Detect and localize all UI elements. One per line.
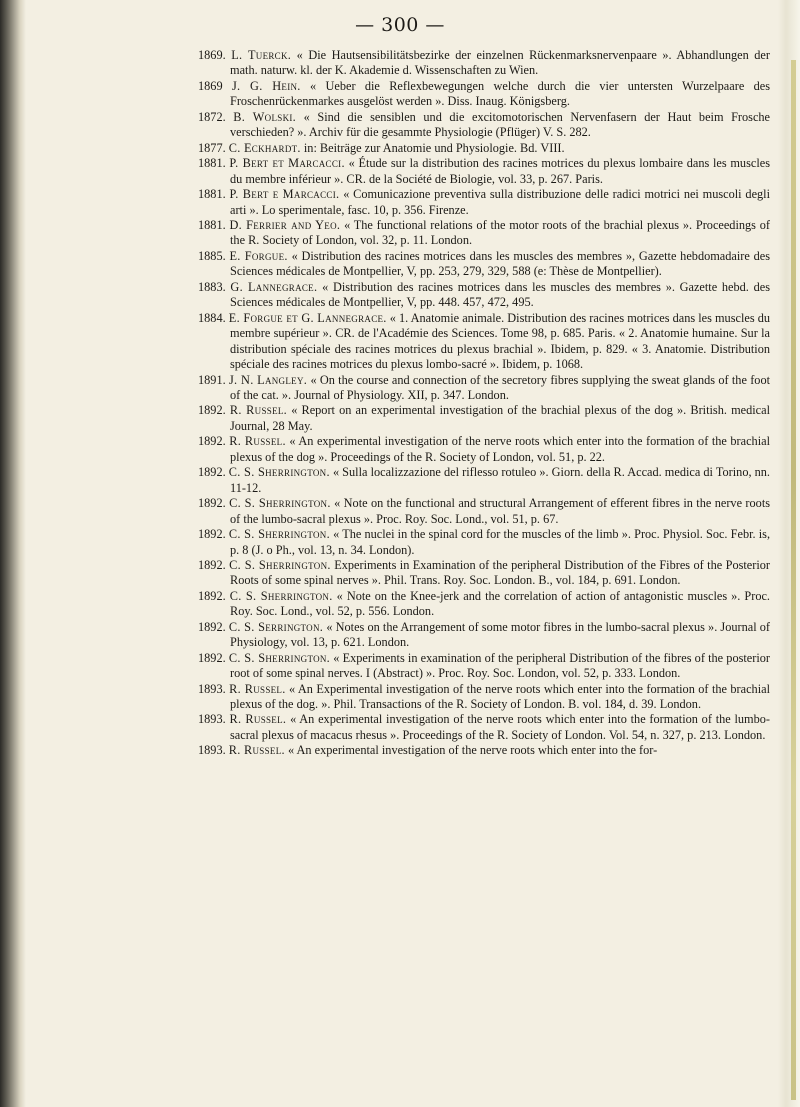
reference-year: 1884.: [198, 310, 226, 325]
reference-year: 1877.: [198, 140, 226, 155]
reference-text: « Distribution des racines motrices dans les muscles des membres », Gazette hebdomadaire des Sciences médicales de Montpellier, V, pp. 253, 279, 329, 588 (e: Thèse de Montpellier).: [230, 248, 771, 279]
reference-entry: [198, 527, 770, 558]
reference-author: J. N. Langley.: [228, 372, 308, 387]
reference-entry: [198, 682, 770, 713]
reference-year: 1881.: [198, 217, 226, 232]
reference-text: « 1. Anatomie animale. Distribution des racines motrices dans les muscles du membre supérieur ». CR. de l'Académie des Sciences. Tome 98, p. 685. Paris. « 2. Anatomie humaine. Sur la distribution spéciale des racines motrices du plexus brachial ». Ibidem, p. 829. « 3. Anatomie. Distribution spéciale des racines motrices du plexus lombo-sacré ». Ibidem, p. 1068.: [230, 310, 770, 372]
reference-year: 1869: [198, 78, 223, 93]
reference-entry: [198, 218, 770, 249]
reference-entry: [198, 48, 770, 79]
reference-year: 1892.: [198, 619, 226, 634]
reference-author: C. S. Sherrington.: [228, 650, 331, 665]
reference-entry: [198, 156, 770, 187]
reference-author: C. S. Sherrington.: [229, 496, 331, 511]
reference-text: « On the course and connection of the secretory fibres supplying the sweat glands of the foot of the cat. ». Journal of Physiology. XII, p. 347. London.: [230, 372, 771, 402]
reference-year: 1893.: [198, 681, 226, 696]
reference-text: « An Experimental investigation of the nerve roots which enter into the formation of the brachial plexus of the dog. ». Phil. Transactions of the R. Society of London. B. vol. 184, d. 39. London.: [230, 681, 770, 712]
reference-author: L. Tuerck.: [231, 48, 292, 62]
reference-author: R. Russel.: [229, 403, 288, 418]
reference-year: 1869.: [198, 48, 226, 62]
reference-text: « Report on an experimental investigation of the brachial plexus of the dog ». British. medical Journal, 28 May.: [230, 403, 771, 433]
reference-year: 1881.: [198, 156, 226, 171]
reference-year: 1892.: [198, 403, 226, 418]
reference-text: « Sind die sensiblen und die excitomotorischen Nervenfasern der Haut beim Frosche verschieden? ». Archiv für die gesammte Physiologie (Pflüger) V. S. 282.: [230, 109, 771, 140]
reference-entry: [198, 141, 770, 156]
reference-author: D. Ferrier and Yeo.: [229, 217, 341, 232]
reference-entry: [198, 187, 770, 218]
reference-entry: [198, 712, 770, 743]
reference-author: G. Lannegrace.: [230, 279, 318, 294]
reference-text: Experiments in Examination of the peripheral Distribution of the Fibres of the Posterior Roots of some spinal nerves ». Phil. Trans. Roy. Soc. London. B., vol. 184, p. 691. London.: [230, 557, 771, 588]
reference-year: 1892.: [198, 588, 226, 603]
reference-text: in: Beiträge zur Anatomie und Physiologie. Bd. VIII.: [303, 140, 565, 155]
reference-author: E. Forgue.: [229, 248, 288, 263]
page-number: — 300 —: [355, 14, 445, 36]
reference-year: 1893.: [198, 712, 226, 727]
reference-author: E. Forgue et G. Lannegrace.: [228, 310, 387, 325]
reference-text: « Note on the functional and structural Arrangement of efferent fibres in the nerve roots of the lumbo-sacral plexus ». Proc. Roy. Soc. Lond., vol. 51, p. 67.: [230, 496, 771, 526]
reference-text: « An experimental investigation of the nerve roots which enter into the for-: [287, 743, 658, 758]
reference-text: « Comunicazione preventiva sulla distribuzione delle radici motrici nei muscoli degli arti ». Lo sperimentale, fasc. 10, p. 356. Firenze.: [230, 187, 771, 217]
reference-year: 1881.: [198, 187, 226, 202]
reference-text: « Notes on the Arrangement of some motor fibres in the lumbo-sacral plexus ». Journal of Physiology, vol. 13, p. 621. London.: [230, 619, 771, 650]
reference-year: 1872.: [198, 109, 226, 124]
reference-text: « Experiments in examination of the peripheral Distribution of the fibres of the posterior root of some spinal nerves. I (Abstract) ». Proc. Roy. Soc. London, vol. 52, p. 333. London.: [230, 650, 771, 681]
reference-text: « Ueber die Reflexbewegungen welche durch die vier untersten Wurzelpaare des Froschenrückenmarkes ausgelöst werden ». Diss. Inaug. Königsberg.: [230, 78, 771, 109]
reference-entry: [198, 280, 770, 311]
page-edge-right: [778, 0, 800, 1107]
reference-entry: [198, 620, 770, 651]
reference-entry: [198, 311, 770, 373]
page-edge-binding: [791, 60, 796, 1100]
reference-list: [198, 48, 770, 759]
reference-author: R. Russel.: [229, 434, 286, 449]
reference-text: « Étude sur la distribution des racines motrices du plexus lombaire dans les muscles du membre inférieur ». CR. de la Société de Biologie, vol. 33, p. 267. Paris.: [230, 156, 770, 186]
reference-entry: [198, 743, 770, 758]
reference-author: C. Eckhardt.: [228, 140, 301, 155]
reference-year: 1892.: [198, 496, 226, 511]
reference-entry: [198, 110, 770, 141]
reference-entry: [198, 79, 770, 110]
reference-text: « An experimental investigation of the nerve roots which enter into the formation of the brachial plexus of the dog ». Proceedings of the R. Society of London, vol. 51, p. 22.: [230, 434, 770, 464]
reference-entry: [198, 249, 770, 280]
reference-entry: [198, 434, 770, 465]
reference-text: « Sulla localizzazione del riflesso rotuleo ». Giorn. della R. Accad. medica di Torino, nn. 11-12.: [230, 465, 771, 495]
reference-year: 1893.: [198, 743, 226, 758]
reference-year: 1885.: [198, 248, 226, 263]
reference-year: 1892.: [198, 465, 226, 480]
reference-text: « Note on the Knee-jerk and the correlation of action of antagonistic muscles ». Proc. Roy. Soc. Lond., vol. 52, p. 556. London.: [230, 588, 771, 619]
reference-entry: [198, 558, 770, 589]
reference-text: « An experimental investigation of the nerve roots which enter into the formation of the lumbo-sacral plexus of macacus rhesus ». Proceedings of the R. Society of London. Vol. 54, n. 327, p. 213. London.: [230, 712, 771, 742]
reference-author: R. Russel.: [229, 712, 287, 727]
page-edge-left: [0, 0, 26, 1107]
reference-entry: [198, 373, 770, 404]
reference-author: R. Russel.: [228, 743, 285, 758]
reference-author: B. Wolski.: [233, 109, 297, 124]
reference-author: C. S. Sherrington.: [228, 527, 330, 542]
reference-year: 1892.: [198, 434, 226, 449]
reference-author: J. G. Hein.: [231, 78, 301, 93]
reference-author: C. S. Sherrington.: [229, 588, 333, 603]
reference-author: R. Russel.: [229, 681, 286, 696]
reference-author: C. S. Serrington.: [228, 619, 324, 634]
reference-author: C. S. Sherrington.: [228, 465, 330, 480]
reference-text: « Die Hautsensibilitätsbezirke der einzelnen Rückenmarksnervenpaare ». Abhandlungen der math. naturw. kl. der K. Akademie d. Wissenschaften zu Wien.: [230, 48, 770, 78]
reference-year: 1892.: [198, 557, 226, 572]
reference-year: 1891.: [198, 372, 226, 387]
reference-text: « The nuclei in the spinal cord for the muscles of the limb ». Proc. Physiol. Soc. Febr. is, p. 8 (J. o Ph., vol. 13, n. 34. London).: [230, 527, 771, 557]
reference-author: P. Bert et Marcacci.: [229, 156, 345, 171]
reference-author: P. Bert e Marcacci.: [229, 187, 340, 202]
reference-entry: [198, 589, 770, 620]
reference-entry: [198, 651, 770, 682]
reference-year: 1892.: [198, 527, 226, 542]
reference-year: 1883.: [198, 279, 226, 294]
reference-entry: [198, 465, 770, 496]
reference-year: 1892.: [198, 650, 226, 665]
reference-text: « The functional relations of the motor roots of the brachial plexus ». Proceedings of the R. Society of London, vol. 32, p. 11. London.: [230, 217, 770, 248]
reference-text: « Distribution des racines motrices dans les muscles des membres ». Gazette hebd. des Sciences médicales de Montpellier, V, pp. 448. 457, 472, 495.: [230, 279, 770, 310]
reference-entry: [198, 496, 770, 527]
reference-author: C. S. Sherrington.: [229, 557, 331, 572]
reference-entry: [198, 403, 770, 434]
